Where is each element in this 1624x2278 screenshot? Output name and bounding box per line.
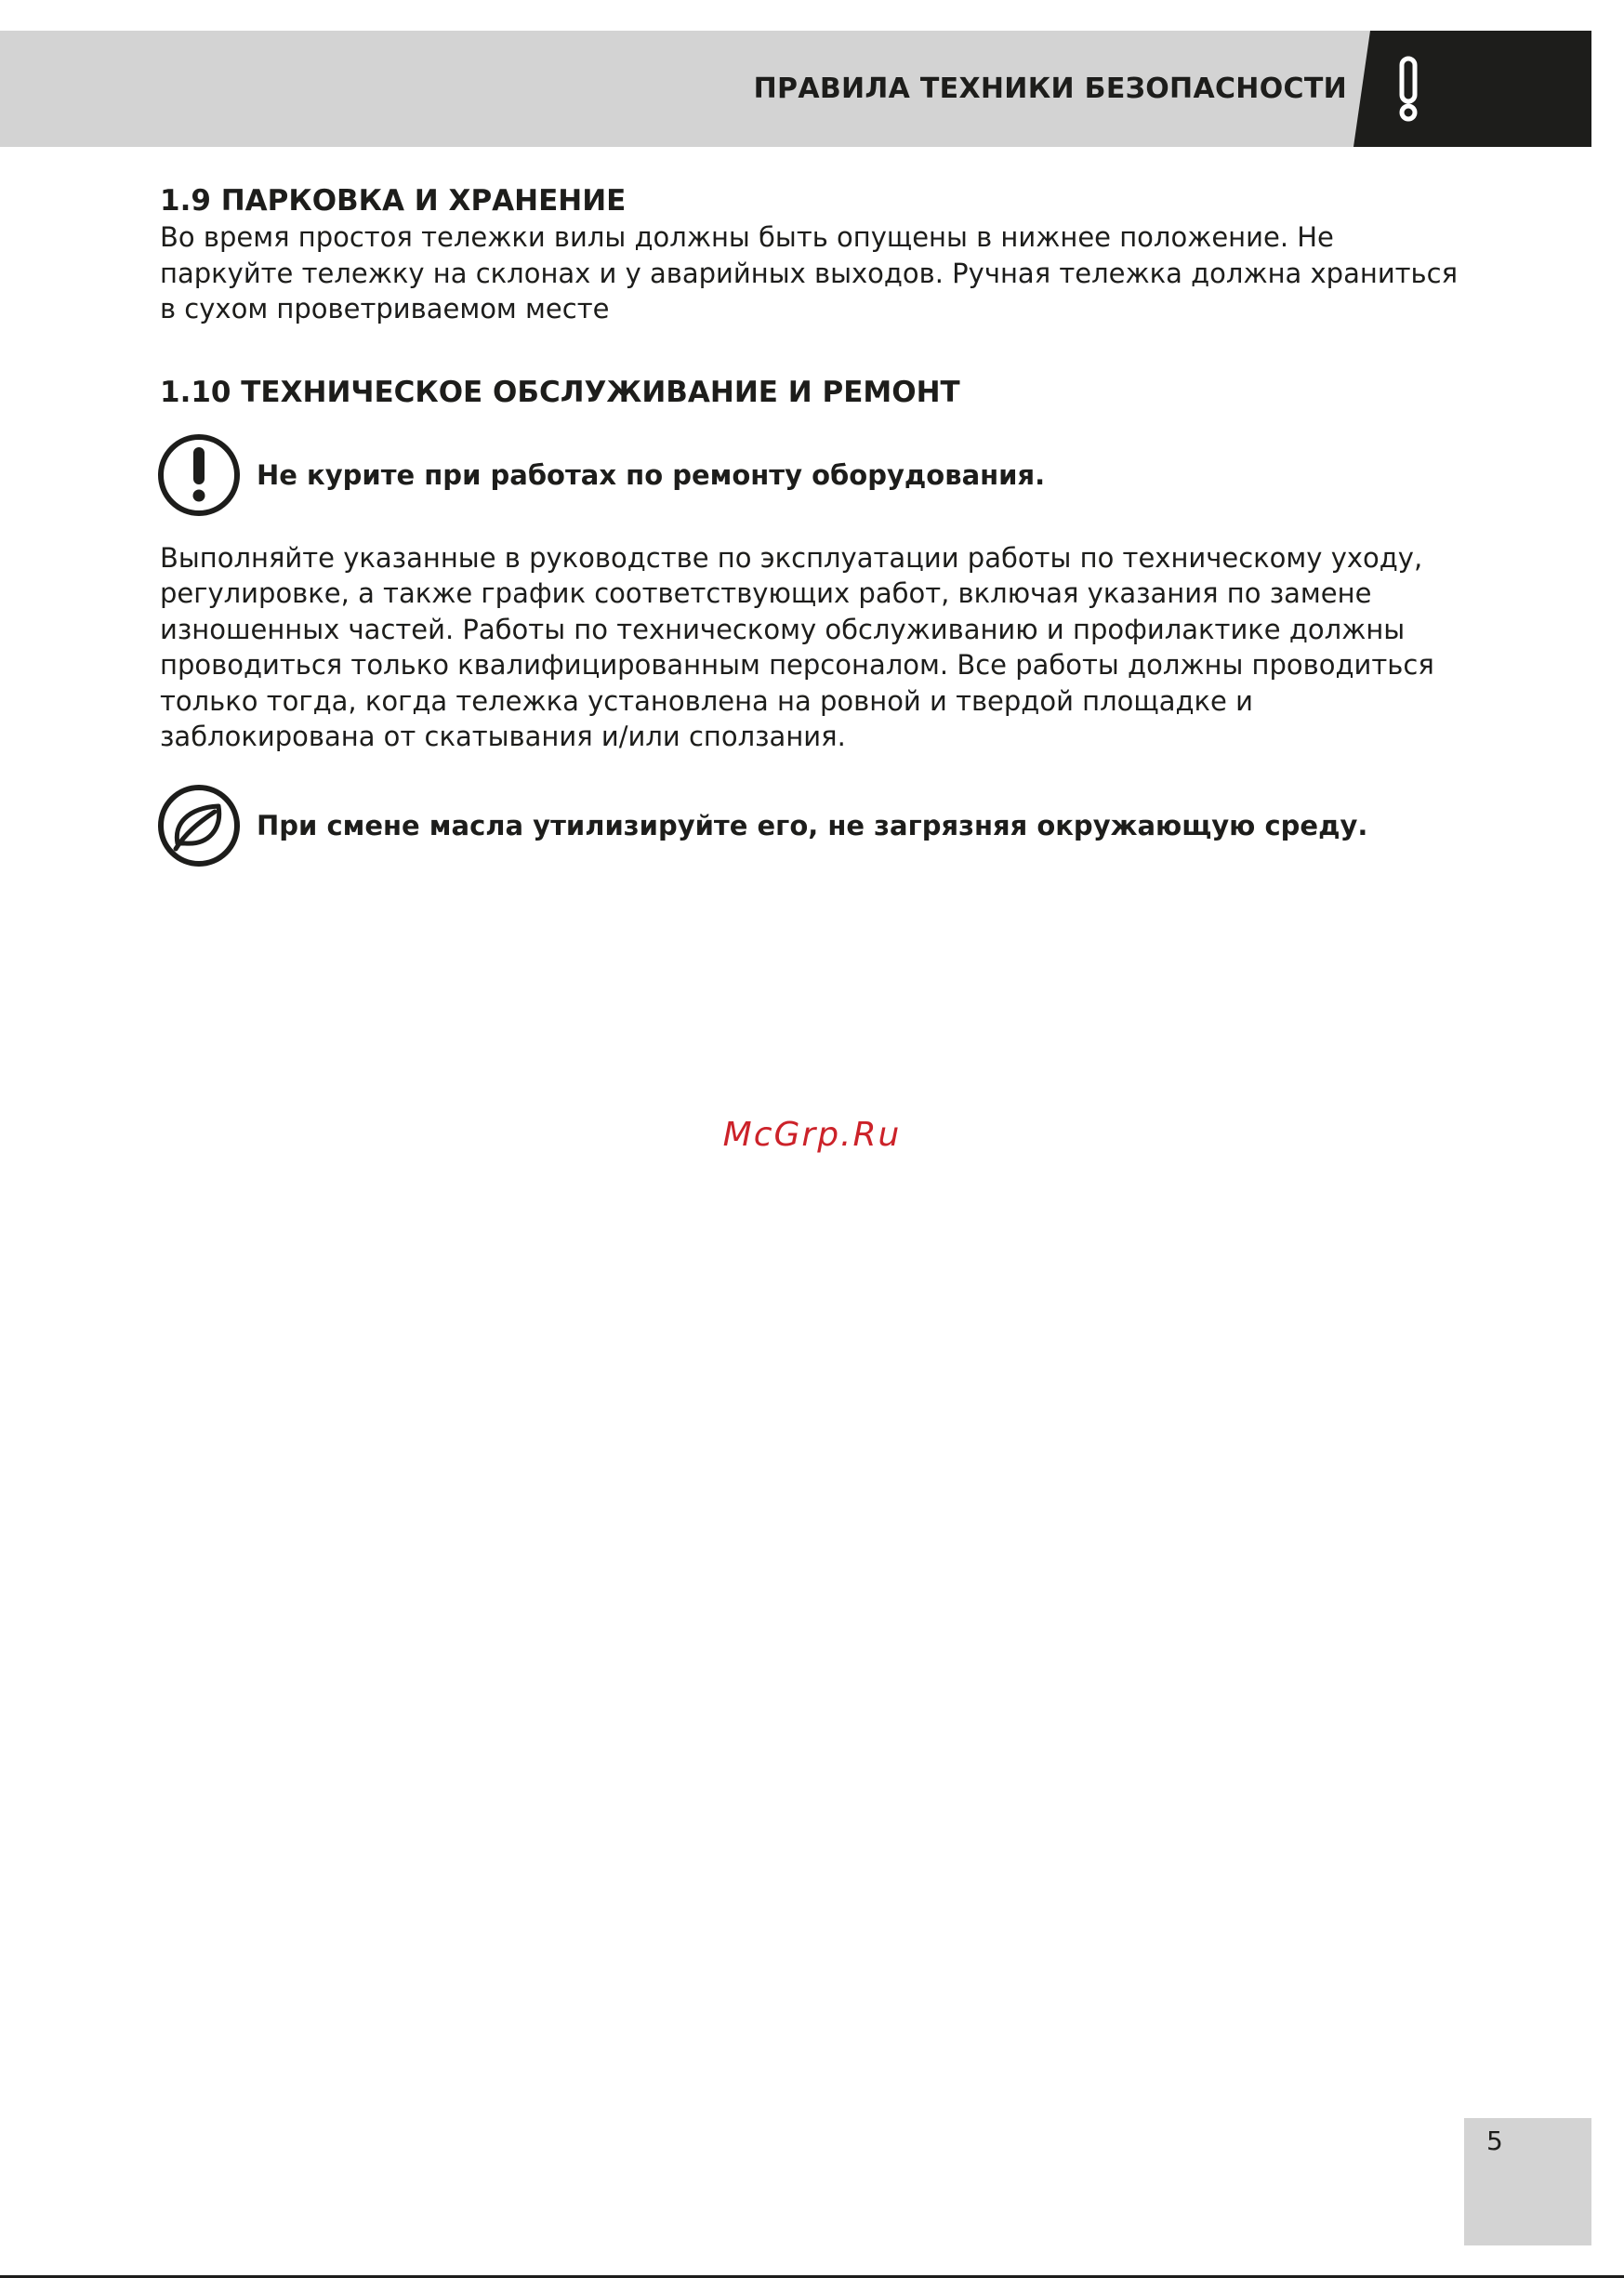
no-smoking-notice: [160, 432, 1461, 518]
oil-disposal-text: При смене масла утилизируйте его, не загрязняя окружающую среду.: [257, 809, 1368, 841]
no-smoking-text: Не курите при работах по ремонту оборудования.: [257, 458, 1046, 491]
oil-disposal-notice: [160, 783, 1461, 868]
watermark: McGrp.Ru: [722, 1116, 902, 1154]
page-number: 5: [1486, 2126, 1503, 2156]
parking-text: Во время простоя тележки вилы должны быть опущены в нижнее положение. Не паркуйте тележку на склонах и у аварийных выходов. Ручная тележка должна храниться в сухом проветриваемом месте: [160, 221, 1459, 324]
section-heading-parking: 1.9 ПАРКОВКА И ХРАНЕНИЕ: [160, 184, 627, 218]
section-heading-maintenance: 1.10 ТЕХНИЧЕСКОЕ ОБСЛУЖИВАНИЕ И РЕМОНТ: [160, 375, 960, 409]
header-dark-block: [1353, 31, 1591, 147]
header-title: ПРАВИЛА ТЕХНИКИ БЕЗОПАСНОСТИ: [753, 73, 1347, 105]
page-number-box: [1464, 2118, 1591, 2245]
exclamation-icon: [1353, 31, 1591, 147]
warning-exclamation-icon: [157, 433, 241, 517]
content: [160, 182, 1461, 868]
leaf-icon: [157, 784, 241, 867]
maintenance-text: Выполняйте указанные в руководстве по эксплуатации работы по техническому уходу, регулировке, а также график соответствующих работ, включая указания по замене изношенных частей. Работы по техническому обслуживанию и профилактике должны проводиться только квалифицированным персоналом. Все работы должны проводиться только тогда, когда тележка установлена на ровной и твердой площадке и заблокирована от скатывания и/или сползания.: [160, 541, 1434, 752]
